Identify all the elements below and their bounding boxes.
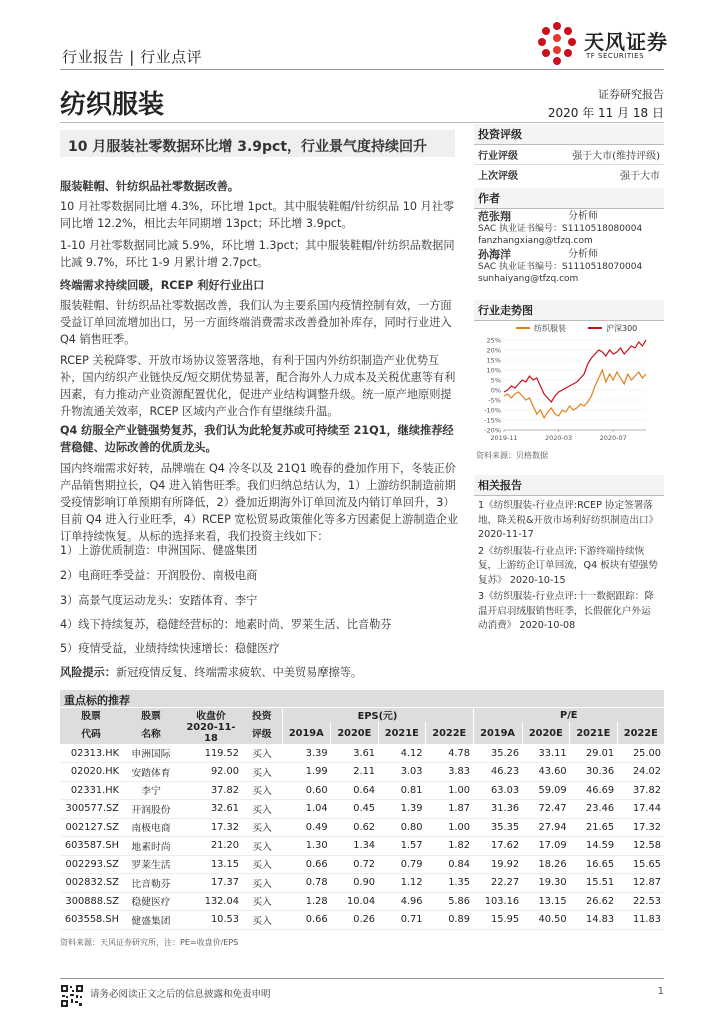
last-rating-label: 上次评级: [478, 171, 518, 182]
authors-panel: [474, 188, 664, 285]
table-cell: 63.03: [473, 781, 522, 800]
table-cell: 32.61: [180, 800, 242, 819]
table-cell: 21.20: [180, 837, 242, 856]
report-category: 行业报告 | 行业点评: [62, 48, 203, 66]
table-cell: 申洲国际: [122, 744, 180, 763]
table-cell: 22.53: [617, 892, 664, 911]
table-cell: 21.65: [570, 818, 617, 837]
paragraph-3: 服装鞋帽、针纺织品社零数据改善，我们认为主要系国内疫情控制有效，一方面受益订单回流增加出口，另一方面终端消费需求改善叠加补库存，同时行业进入 Q4 销售旺季。: [60, 299, 452, 346]
table-cell: 1.00: [426, 781, 473, 800]
table-cell: 37.82: [180, 781, 242, 800]
related-panel: [474, 475, 664, 634]
table-row: [60, 800, 664, 819]
table-cell: 买入: [242, 855, 282, 874]
table-subheader-row: [60, 722, 664, 744]
chart-series: [504, 340, 646, 418]
table-cell: 24.02: [617, 763, 664, 782]
table-cell: 22.27: [473, 874, 522, 893]
col-header-eps: EPS(元): [282, 708, 473, 722]
y-tick-label: 5%: [490, 376, 501, 385]
table-cell: 2.11: [331, 763, 378, 782]
table-cell: 1.99: [282, 763, 331, 782]
table-cell: 72.47: [522, 800, 569, 819]
related-report-link[interactable]: 1《纺织服装-行业点评:RCEP 协定签署落地，降关税&开放市场利好纺织制造出口》 2020-11-17: [478, 500, 659, 540]
pick-list-item-2: 2）电商旺季受益：开润股份、南极电商: [60, 569, 258, 582]
author-card: [474, 209, 664, 247]
table-cell: 0.71: [378, 911, 425, 930]
table-cell: 13.15: [522, 892, 569, 911]
authors-heading: 作者: [474, 188, 664, 209]
table-cell: 南极电商: [122, 818, 180, 837]
table-cell: 14.83: [570, 911, 617, 930]
table-cell: 37.82: [617, 781, 664, 800]
table-cell: 0.64: [331, 781, 378, 800]
table-cell: 02313.HK: [60, 744, 122, 763]
series-line: [504, 370, 646, 418]
brand-logo: [534, 20, 674, 68]
table-cell: 300888.SZ: [60, 892, 122, 911]
title-divider: [60, 122, 664, 123]
report-date: 2020 年 11 月 18 日: [547, 106, 664, 120]
col-subheader: 2021E: [570, 722, 617, 744]
table-cell: 买入: [242, 837, 282, 856]
brand-name-cn: 天风证券: [584, 30, 668, 54]
x-tick-label: 2019-11: [490, 434, 518, 442]
table-cell: 3.39: [282, 744, 331, 763]
table-cell: 5.86: [426, 892, 473, 911]
table-cell: 15.95: [473, 911, 522, 930]
table-cell: 0.49: [282, 818, 331, 837]
table-cell: 15.65: [617, 855, 664, 874]
y-tick-label: 0%: [490, 386, 501, 395]
table-cell: 31.36: [473, 800, 522, 819]
header-divider: [60, 69, 664, 70]
col-subheader: 2020E: [331, 722, 378, 744]
col-subheader: 名称: [122, 722, 180, 744]
paragraph-1: 10 月社零数据同比增 4.3%，环比增 1pct。其中服装鞋帽/针纺织品 10 月社零同比增 12.2%，相比去年同期增 13pct；环比增 3.9pct。: [60, 200, 455, 230]
table-cell: 17.62: [473, 837, 522, 856]
chart-legend: [516, 323, 637, 333]
table-cell: 14.59: [570, 837, 617, 856]
y-tick-label: 10%: [486, 366, 501, 375]
table-cell: 1.12: [378, 874, 425, 893]
table-cell: 002127.SZ: [60, 818, 122, 837]
last-rating-value: 强于大市: [620, 171, 660, 182]
table-cell: 买入: [242, 800, 282, 819]
table-cell: 0.80: [378, 818, 425, 837]
table-cell: 35.26: [473, 744, 522, 763]
report-headline: 10 月服装社零数据环比增 3.9pct，行业景气度持续回升: [60, 130, 455, 157]
table-cell: 李宁: [122, 781, 180, 800]
table-cell: 16.65: [570, 855, 617, 874]
industry-rating-row: [474, 145, 664, 165]
table-cell: 26.62: [570, 892, 617, 911]
table-row: [60, 744, 664, 763]
table-cell: 11.83: [617, 911, 664, 930]
col-header: 收盘价: [180, 708, 242, 722]
table-cell: 0.84: [426, 855, 473, 874]
table-cell: 买入: [242, 763, 282, 782]
table-cell: 1.39: [378, 800, 425, 819]
table-cell: 33.11: [522, 744, 569, 763]
table-cell: 4.78: [426, 744, 473, 763]
qr-code-icon: [60, 984, 84, 1008]
trend-heading: 行业走势图: [474, 300, 664, 321]
chart-x-axis: [490, 430, 626, 442]
pick-list-item-4: 4）线下持续复苏，稳健经营标的：地素时尚、罗莱生活、比音勒芬: [60, 618, 392, 631]
col-header: 投资: [242, 708, 282, 722]
pick-list-item-3: 3）高景气度运动龙头：安踏体育、李宁: [60, 594, 258, 607]
table-cell: 02020.HK: [60, 763, 122, 782]
table-body: [60, 744, 664, 929]
y-tick-label: 25%: [486, 336, 501, 345]
table-cell: 0.81: [378, 781, 425, 800]
table-cell: 0.90: [331, 874, 378, 893]
table-cell: 17.32: [180, 818, 242, 837]
col-header: 股票: [60, 708, 122, 722]
table-cell: 19.92: [473, 855, 522, 874]
table-header-row: [60, 708, 664, 722]
table-cell: 27.94: [522, 818, 569, 837]
y-tick-label: 15%: [486, 356, 501, 365]
report-type: 证券研究报告: [598, 88, 664, 101]
y-tick-label: -20%: [484, 426, 501, 435]
table-cell: 13.15: [180, 855, 242, 874]
related-report-link[interactable]: 3《纺织服装-行业点评:十一数据跟踪：降温开启羽绒服销售旺季，长假催化户外运动消费》 2020-10-08: [478, 591, 654, 631]
col-header-pe: P/E: [473, 708, 664, 722]
table-cell: 29.01: [570, 744, 617, 763]
table-cell: 02331.HK: [60, 781, 122, 800]
table-cell: 43.60: [522, 763, 569, 782]
col-subheader: 2021E: [378, 722, 425, 744]
table-cell: 10.53: [180, 911, 242, 930]
table-cell: 1.34: [331, 837, 378, 856]
table-cell: 1.57: [378, 837, 425, 856]
table-cell: 59.09: [522, 781, 569, 800]
industry-rating-label: 行业评级: [478, 151, 518, 162]
table-cell: 18.26: [522, 855, 569, 874]
table-cell: 0.45: [331, 800, 378, 819]
table-cell: 119.52: [180, 744, 242, 763]
table-cell: 0.62: [331, 818, 378, 837]
risk-label: 风险提示：: [60, 666, 116, 679]
table-cell: 10.04: [331, 892, 378, 911]
table-cell: 103.16: [473, 892, 522, 911]
x-tick-label: 2020-07: [599, 434, 627, 442]
brand-name-en: TF SECURITIES: [586, 52, 645, 60]
table-cell: 1.04: [282, 800, 331, 819]
col-subheader: 2019A: [282, 722, 331, 744]
table-row: [60, 837, 664, 856]
table-cell: 17.09: [522, 837, 569, 856]
trend-chart: [474, 318, 664, 446]
table-cell: 罗莱生活: [122, 855, 180, 874]
table-cell: 0.66: [282, 855, 331, 874]
table-cell: 300577.SZ: [60, 800, 122, 819]
table-cell: 1.35: [426, 874, 473, 893]
table-source: 资料来源：天风证券研究所，注：PE=收盘价/EPS: [60, 938, 239, 947]
table-cell: 17.44: [617, 800, 664, 819]
table-cell: 1.82: [426, 837, 473, 856]
disclaimer: 请务必阅读正文之后的信息披露和免责申明: [90, 989, 271, 1000]
table-cell: 002293.SZ: [60, 855, 122, 874]
industry-title: 纺织服装: [60, 90, 165, 120]
table-cell: 40.50: [522, 911, 569, 930]
table-cell: 买入: [242, 818, 282, 837]
table-cell: 23.46: [570, 800, 617, 819]
table-cell: 买入: [242, 911, 282, 930]
table-cell: 603587.SH: [60, 837, 122, 856]
author-name-row: [478, 211, 660, 223]
legend-label: 沪深300: [606, 324, 638, 333]
table-cell: 15.51: [570, 874, 617, 893]
author-title: 分析师: [568, 249, 598, 260]
rating-heading: 投资评级: [474, 124, 664, 145]
logo-mark-icon: [534, 20, 580, 66]
page-number: 1: [657, 986, 664, 997]
table-cell: 地素时尚: [122, 837, 180, 856]
col-subheader: 2022E: [617, 722, 664, 744]
table-cell: 安踏体育: [122, 763, 180, 782]
table-cell: 1.30: [282, 837, 331, 856]
col-subheader: 代码: [60, 722, 122, 744]
table-cell: 19.30: [522, 874, 569, 893]
table-cell: 0.89: [426, 911, 473, 930]
section-2-heading: [60, 277, 460, 294]
table-cell: 12.58: [617, 837, 664, 856]
table-row: [60, 892, 664, 911]
risk-warning: [60, 664, 460, 681]
table-cell: 4.12: [378, 744, 425, 763]
col-subheader: 2020-11-18: [180, 722, 242, 744]
table-cell: 3.61: [331, 744, 378, 763]
related-report-link[interactable]: 2《纺织服装-行业点评:下游终端持续恢复，上游纺企订单回流，Q4 板块有望强势复苏》 2020-10-15: [478, 545, 658, 586]
legend-label: 纺织服装: [534, 324, 566, 333]
table-cell: 17.32: [617, 818, 664, 837]
y-tick-label: -15%: [484, 416, 501, 425]
author-card: [474, 247, 664, 285]
table-row: [60, 911, 664, 930]
author-sac: SAC 执业证书编号：S1110518080004: [478, 224, 643, 234]
related-heading: 相关报告: [474, 475, 664, 496]
table-cell: 0.78: [282, 874, 331, 893]
table-cell: 132.04: [180, 892, 242, 911]
section-3-heading-text: Q4 纺服全产业链强势复苏，我们认为此轮复苏或可持续至 21Q1，继续推荐经营稳健、边际改善的优质龙头。: [60, 424, 454, 454]
table-row: [60, 781, 664, 800]
x-tick-label: 2020-03: [545, 434, 573, 442]
rating-panel: [474, 124, 664, 184]
paragraph-5: 国内终端需求好转，品牌端在 Q4 冷冬以及 21Q1 晚春的叠加作用下，冬装正价产品销售期拉长，Q4 进入销售旺季。我们归纳总结认为，1）上游纺织制造前期受疫情影响订单预期有所降低，2）叠加近期海外订单回流及内销订单回升，3）目前 Q4 进入行业旺季，4）RCEP 宽松贸易政策催化等多方因素促上游制造企业订单持续恢复。从标的选择来看，我们投资主线如下：: [60, 462, 459, 543]
stock-recommendation-table: [60, 708, 664, 930]
author-email[interactable]: sunhaiyang@tfzq.com: [478, 274, 579, 284]
col-subheader: 2022E: [426, 722, 473, 744]
section-2-heading-text: 终端需求持续回暖，RCEP 利好行业出口: [60, 279, 265, 292]
col-subheader: 2019A: [473, 722, 522, 744]
section-1-heading-text: 服装鞋帽、针纺织品社零数据改善。: [60, 180, 240, 193]
table-cell: 1.87: [426, 800, 473, 819]
table-cell: 健盛集团: [122, 911, 180, 930]
author-name-row: [478, 249, 660, 261]
author-email[interactable]: fanzhangxiang@tfzq.com: [478, 236, 593, 246]
section-1-heading: [60, 178, 460, 195]
col-subheader: 评级: [242, 722, 282, 744]
table-cell: 1.28: [282, 892, 331, 911]
table-cell: 46.69: [570, 781, 617, 800]
table-cell: 35.35: [473, 818, 522, 837]
risk-text: 新冠疫情反复、终端需求疲软、中美贸易摩擦等。: [115, 666, 363, 679]
table-cell: 买入: [242, 781, 282, 800]
table-cell: 17.37: [180, 874, 242, 893]
footer-divider: [60, 978, 664, 979]
section-3-heading: [60, 422, 460, 456]
table-cell: 30.36: [570, 763, 617, 782]
table-cell: 比音勒芬: [122, 874, 180, 893]
paragraph-2: 1-10 月社零数据同比减 5.9%，环比增 1.3pct；其中服装鞋帽/针纺织品数据同比减 9.7%，环比 1-9 月累计增 2.7pct。: [60, 239, 455, 269]
table-cell: 0.60: [282, 781, 331, 800]
table-row: [60, 818, 664, 837]
pick-list-item-1: 1）上游优质制造：申洲国际、健盛集团: [60, 544, 258, 557]
y-tick-label: -5%: [488, 396, 501, 405]
table-cell: 3.03: [378, 763, 425, 782]
table-cell: 12.87: [617, 874, 664, 893]
y-tick-label: -10%: [484, 406, 501, 415]
table-cell: 0.26: [331, 911, 378, 930]
table-cell: 稳健医疗: [122, 892, 180, 911]
author-name: 孙海洋: [478, 248, 511, 261]
table-cell: 4.96: [378, 892, 425, 911]
table-cell: 603558.SH: [60, 911, 122, 930]
chart-y-axis: [484, 337, 501, 435]
industry-rating-value: 强于大市(维持评级): [572, 151, 660, 162]
table-cell: 002832.SZ: [60, 874, 122, 893]
table-cell: 开润股份: [122, 800, 180, 819]
col-subheader: 2020E: [522, 722, 569, 744]
pick-list-item-5: 5）疫情受益，业绩持续快速增长：稳健医疗: [60, 642, 280, 655]
col-header: 股票: [122, 708, 180, 722]
table-cell: 92.00: [180, 763, 242, 782]
table-cell: 0.72: [331, 855, 378, 874]
paragraph-4: RCEP 关税降零、开放市场协议签署落地，有利于国内外纺织制造产业优势互补，国内纺织产业链快反/短交期优势显著，配合海外人力成本及关税优惠等有利因素，有力推动产业资源配置优化，促进产业结构调整升级。统一原产地原则提升物流通关效率，RCEP 区域内产业合作有望继续升温。: [60, 354, 456, 418]
table-cell: 0.79: [378, 855, 425, 874]
author-title: 分析师: [568, 211, 598, 222]
table-cell: 25.00: [617, 744, 664, 763]
table-cell: 买入: [242, 744, 282, 763]
table-row: [60, 874, 664, 893]
y-tick-label: 20%: [486, 346, 501, 355]
table-title: 重点标的推荐: [60, 690, 664, 707]
table-row: [60, 763, 664, 782]
table-cell: 46.23: [473, 763, 522, 782]
table-cell: 买入: [242, 874, 282, 893]
series-line: [504, 340, 646, 402]
table-cell: 3.83: [426, 763, 473, 782]
trend-source: 资料来源：贝格数据: [476, 451, 548, 460]
last-rating-row: [474, 165, 664, 184]
author-sac: SAC 执业证书编号：S1110518070004: [478, 262, 643, 272]
table-cell: 1.00: [426, 818, 473, 837]
table-cell: 0.66: [282, 911, 331, 930]
table-row: [60, 855, 664, 874]
author-name: 范张翔: [478, 210, 511, 223]
table-cell: 买入: [242, 892, 282, 911]
related-list: [474, 496, 664, 634]
